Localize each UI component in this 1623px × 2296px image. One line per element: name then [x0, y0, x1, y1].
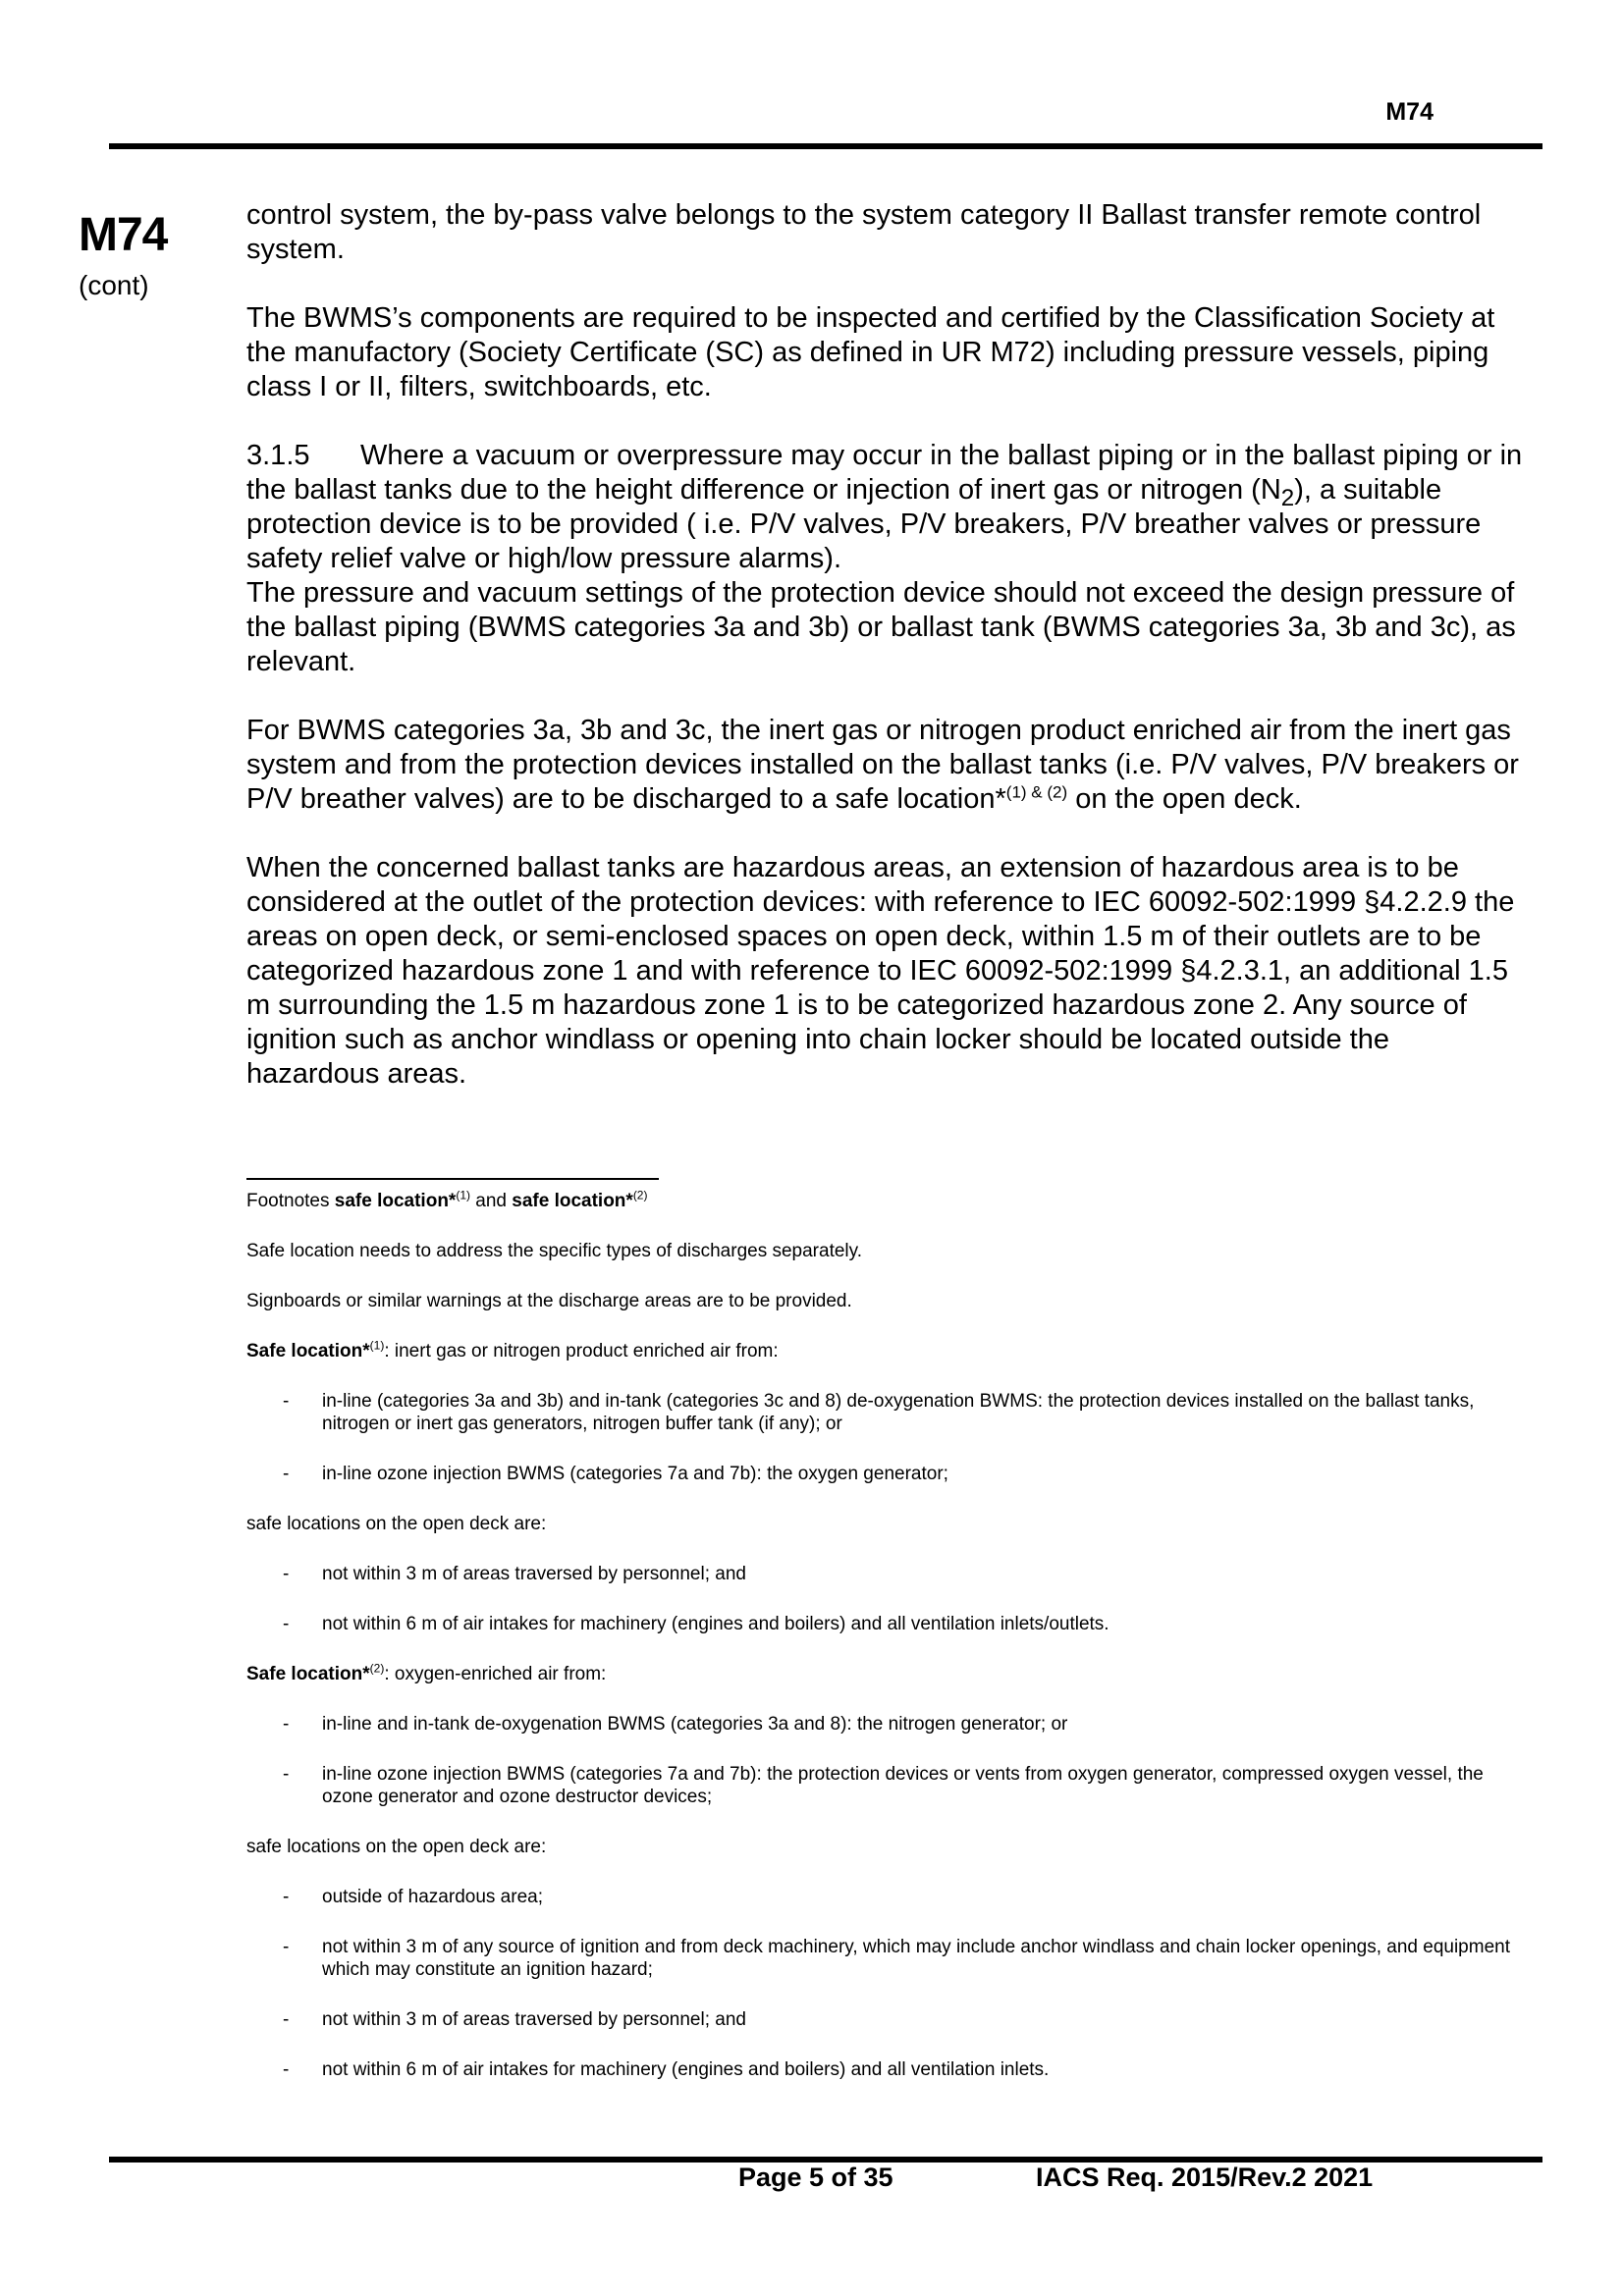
footnote-note-1: Safe location needs to address the specific types of discharges separately.: [246, 1241, 863, 1261]
list-item: [246, 2058, 1523, 2081]
list-dash: -: [283, 1714, 290, 1735]
list-item-text: in-line ozone injection BWMS (categories 7a and 7b): the protection devices or vents from oxygen generator, compressed oxygen vessel, the ozone generator and ozone destructor devices;: [322, 1764, 1484, 1807]
footnotes-title-and: and: [470, 1191, 513, 1211]
list-dash: -: [283, 2059, 290, 2080]
paragraph-3-text-a: Where a vacuum or overpressure may occur in the ballast piping or in the ballast piping or in the ballast tanks due to the height difference or injection of inert gas or nitrogen (N: [246, 440, 1523, 506]
paragraph-4: The pressure and vacuum settings of the protection device should not exceed the design pressure of the ballast piping (BWMS categories 3a and 3b) or ballast tank (BWMS categories 3a, 3b and 3c), as relevant.: [246, 577, 1516, 677]
list-item: [246, 1390, 1523, 1435]
footnotes-title-prefix: Footnotes: [246, 1191, 335, 1211]
safe-location-2-label: Safe location*: [246, 1664, 370, 1684]
list-item: [246, 1713, 1523, 1735]
paragraph-5: [246, 714, 1523, 817]
list-item-text: not within 3 m of areas traversed by personnel; and: [322, 1564, 746, 1584]
list-dash: -: [283, 2009, 290, 2030]
list-item: [246, 1886, 1523, 1908]
footnotes-title: [246, 1190, 1523, 1212]
safe-location-1-deck-list: [246, 1563, 1523, 1635]
list-item: [246, 1563, 1523, 1585]
side-code: M74: [79, 209, 168, 261]
list-dash: -: [283, 1464, 290, 1484]
section-number: 3.1.5: [246, 440, 310, 471]
header-code: M74: [1385, 98, 1434, 126]
safe-location-1-label: Safe location*: [246, 1341, 370, 1362]
safe-location-1-text: : inert gas or nitrogen product enriched air from:: [384, 1341, 779, 1362]
side-cont: (cont): [79, 270, 149, 300]
safe-location-2-text: : oxygen-enriched air from:: [384, 1664, 607, 1684]
list-dash: -: [283, 1887, 290, 1907]
list-item-text: not within 6 m of air intakes for machinery (engines and boilers) and all ventilation inlets/outlets.: [322, 1614, 1109, 1634]
paragraph-5-text-b: on the open deck.: [1067, 783, 1302, 815]
footnotes: [246, 1190, 1523, 2109]
list-item-text: not within 3 m of any source of ignition and from deck machinery, which may include anchor windlass and chain locker openings, and equipment which may constitute an ignition hazard;: [322, 1937, 1510, 1980]
list-item: [246, 2008, 1523, 2031]
list-item: [246, 1613, 1523, 1635]
list-item-text: outside of hazardous area;: [322, 1887, 543, 1907]
list-item: [246, 1936, 1523, 1981]
list-dash: -: [283, 1564, 290, 1584]
list-item-text: in-line and in-tank de-oxygenation BWMS (categories 3a and 8): the nitrogen generator; or: [322, 1714, 1068, 1735]
list-item-text: not within 6 m of air intakes for machinery (engines and boilers) and all ventilation inlets.: [322, 2059, 1050, 2080]
list-dash: -: [283, 1391, 290, 1412]
safe-location-2-list: [246, 1713, 1523, 1808]
list-dash: -: [283, 1764, 290, 1785]
safe-location-2-heading: [246, 1663, 1523, 1685]
paragraph-1: control system, the by-pass valve belongs to the system category II Ballast transfer remote control system.: [246, 199, 1482, 265]
paragraph-5-text-a: For BWMS categories 3a, 3b and 3c, the inert gas or nitrogen product enriched air from the inert gas system and from the protection devices installed on the ballast tanks (i.e. P/V valves, P/V breakers or P/V breather valves) are to be discharged to a safe location*: [246, 715, 1519, 815]
safe-location-2-deck-heading: safe locations on the open deck are:: [246, 1837, 547, 1857]
safe-location-2-deck-list: [246, 1886, 1523, 2081]
footnotes-title-term-1: safe location*: [334, 1191, 457, 1211]
safe-location-1-deck-heading: safe locations on the open deck are:: [246, 1514, 547, 1534]
paragraph-3-text-b: ), a suitable protection device is to be provided ( i.e. P/V valves, P/V breakers, P/V breather valves or pressure safety relief valve or high/low pressure alarms).: [246, 474, 1482, 574]
footnotes-title-term-2: safe location*: [512, 1191, 633, 1211]
list-item-text: not within 3 m of areas traversed by personnel; and: [322, 2009, 746, 2030]
list-item-text: in-line (categories 3a and 3b) and in-tank (categories 3c and 8) de-oxygenation BWMS: the protection devices installed on the ballast tanks, nitrogen or inert gas generators, nitrogen buffer tank (if any); or: [322, 1391, 1475, 1434]
list-item: [246, 1463, 1523, 1485]
list-dash: -: [283, 1937, 290, 1957]
list-dash: -: [283, 1614, 290, 1634]
footnote-separator: [246, 1178, 659, 1180]
document-reference: IACS Req. 2015/Rev.2 2021: [1036, 2163, 1374, 2192]
footnote-note-2: Signboards or similar warnings at the discharge areas are to be provided.: [246, 1291, 852, 1311]
list-item-text: in-line ozone injection BWMS (categories 7a and 7b): the oxygen generator;: [322, 1464, 948, 1484]
safe-location-1-sup: (1): [369, 1338, 385, 1353]
safe-location-1-heading: [246, 1340, 1523, 1362]
body-text: [246, 198, 1523, 1126]
n2-subscript: 2: [1280, 484, 1295, 511]
safe-location-1-list: [246, 1390, 1523, 1485]
footnotes-title-sup-1: (1): [456, 1188, 470, 1202]
safe-location-2-sup: (2): [369, 1661, 385, 1676]
paragraph-3-1-5: [246, 439, 1523, 576]
header-rule: [109, 143, 1542, 149]
list-item: [246, 1763, 1523, 1808]
page-number: Page 5 of 35: [738, 2163, 893, 2192]
paragraph-6: When the concerned ballast tanks are hazardous areas, an extension of hazardous area is to be considered at the outlet of the protection devices: with reference to IEC 60092-502:1999 §4.2.2.9 the areas on open deck, or semi-enclosed spaces on open deck, within 1.5 m of their outlets are to be categorized hazardous zone 1 and with reference to IEC 60092-502:1999 §4.2.3.1, an additional 1.5 m surrounding the 1.5 m hazardous zone 1 is to be categorized hazardous zone 2. Any source of ignition such as anchor windlass or opening into chain locker should be located outside the hazardous areas.: [246, 852, 1515, 1090]
footnote-reference: (1) & (2): [1005, 782, 1068, 802]
paragraph-2: The BWMS’s components are required to be inspected and certified by the Classification Society at the manufactory (Society Certificate (SC) as defined in UR M72) including pressure vessels, piping class I or II, filters, switchboards, etc.: [246, 302, 1495, 402]
footnotes-title-sup-2: (2): [632, 1188, 648, 1202]
